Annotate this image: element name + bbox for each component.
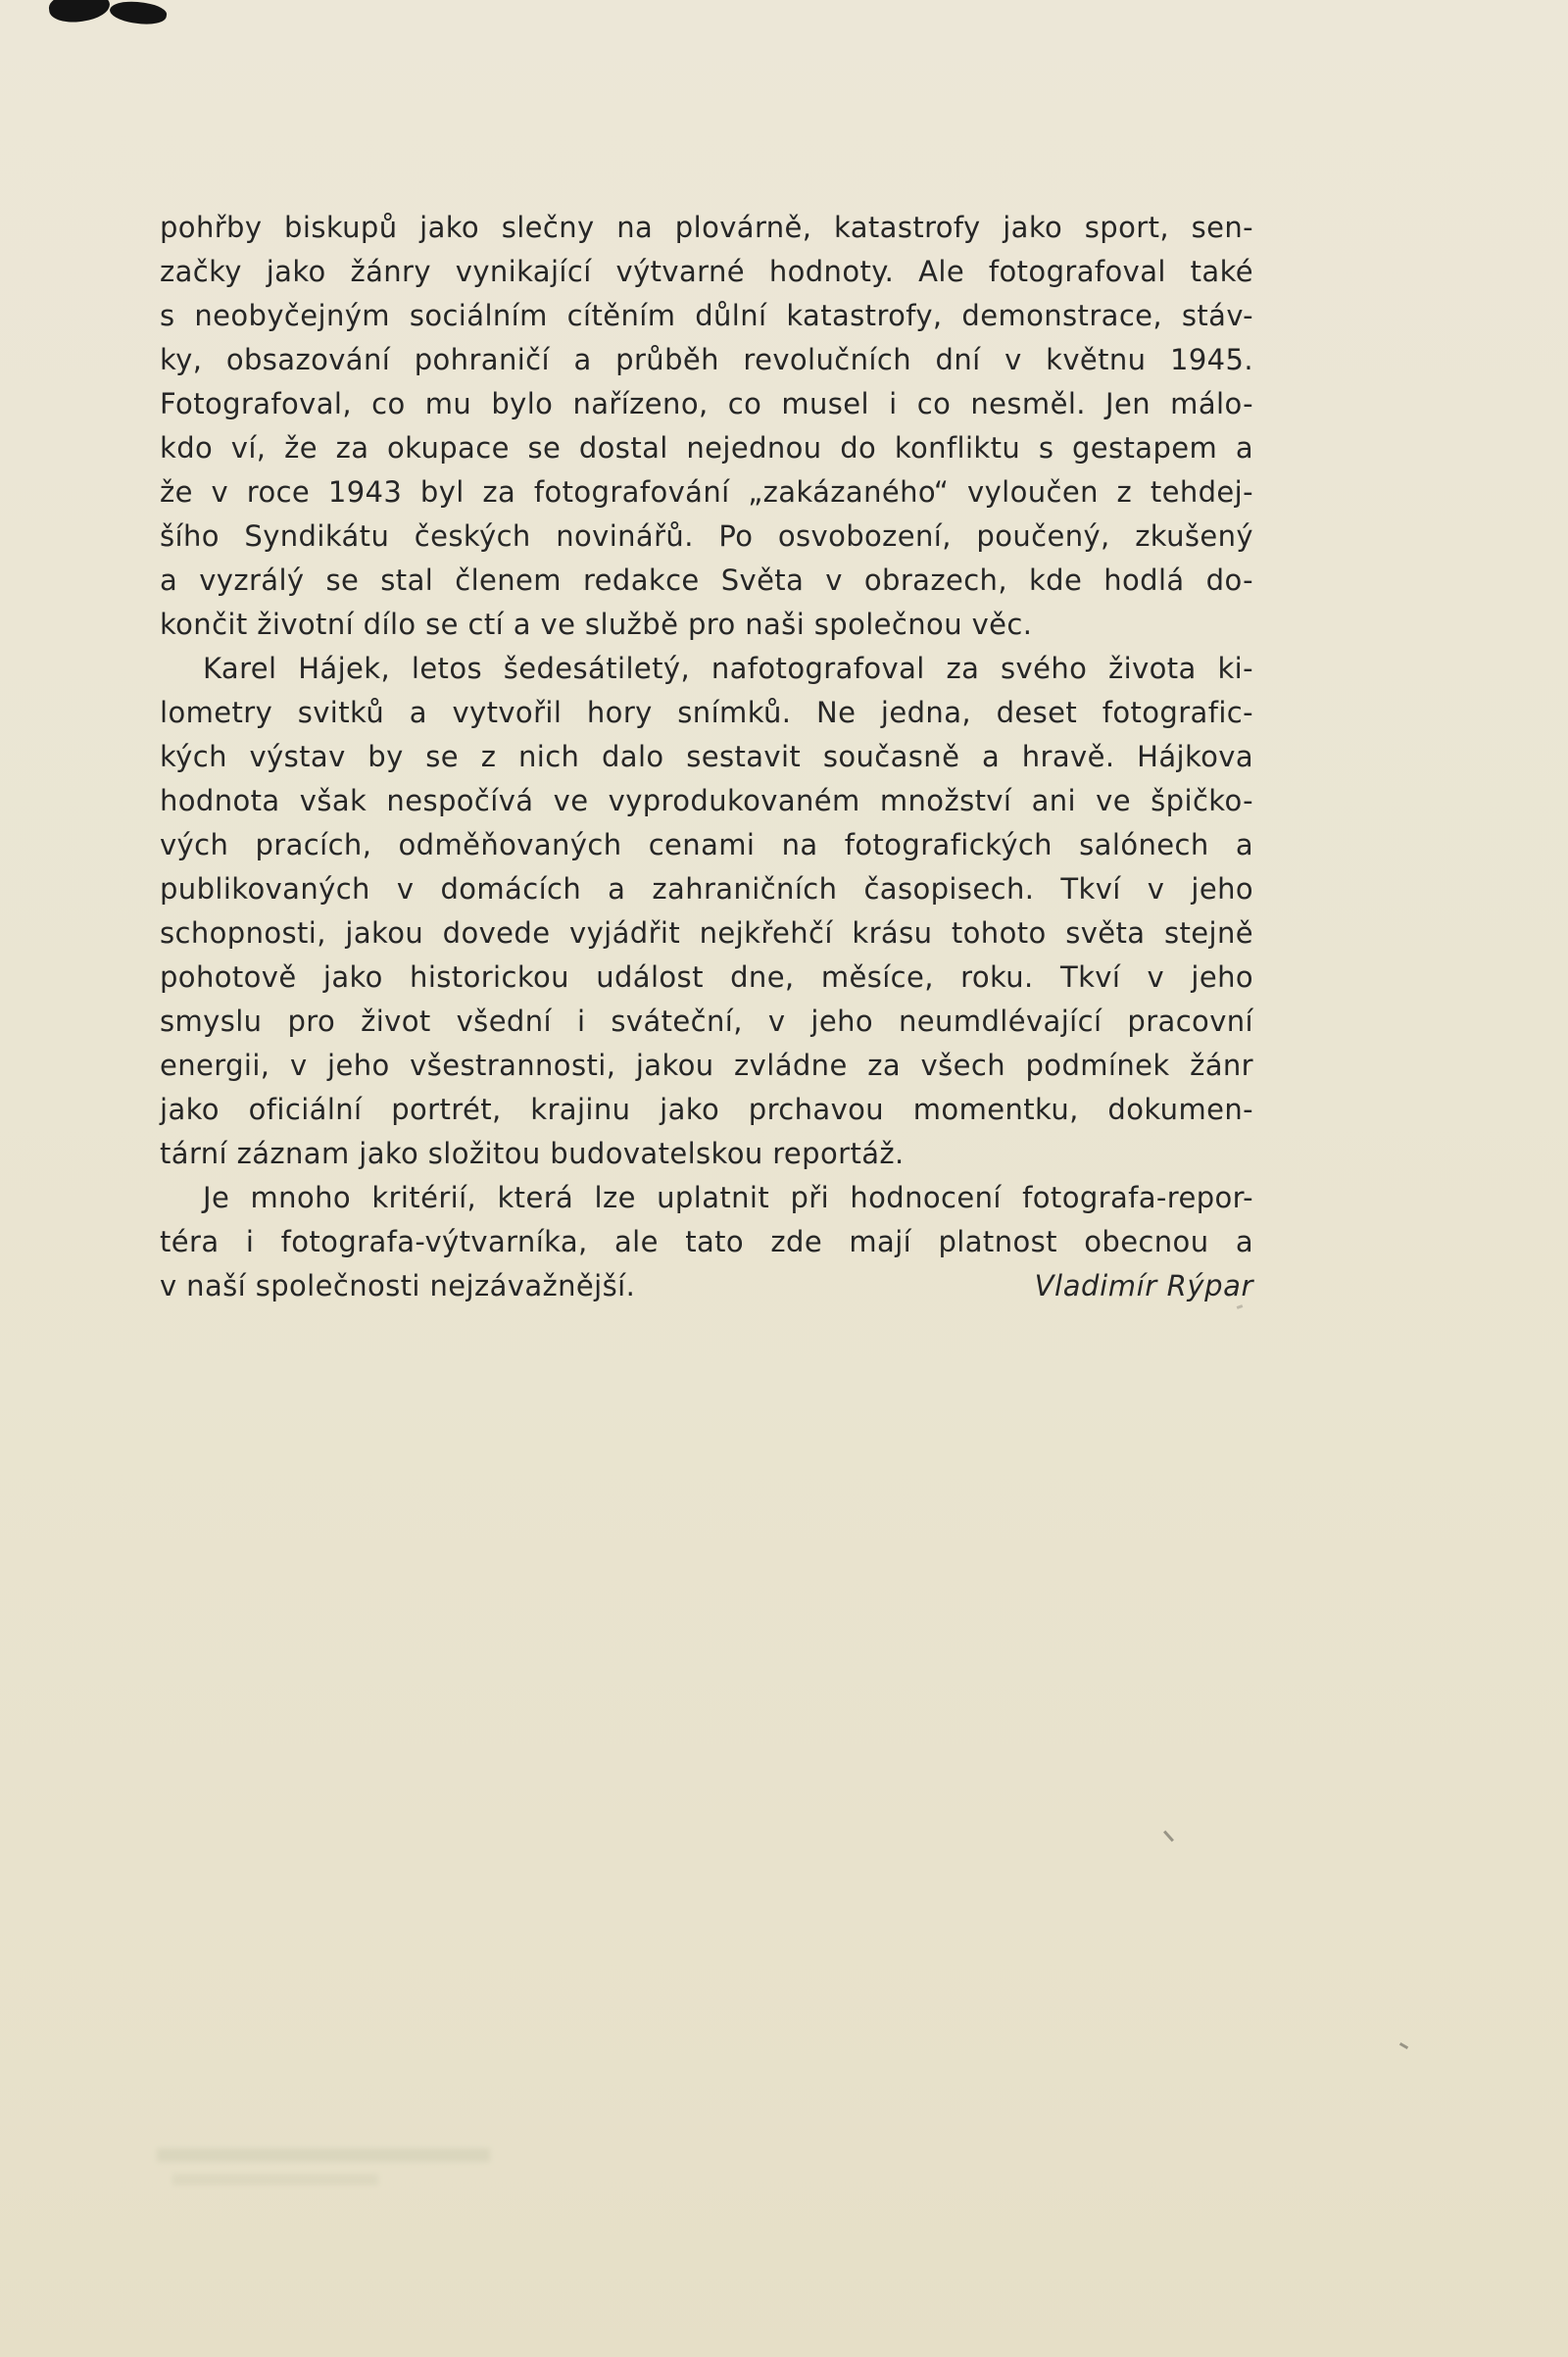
text-line: že v roce 1943 byl za fotografování „zakázaného“ vyloučen z tehdej- [160, 475, 1253, 509]
text-line: jako oficiální portrét, krajinu jako prchavou momentku, dokumen- [160, 1093, 1253, 1126]
text-line: smyslu pro život všední i sváteční, v jeho neumdlévající pracovní [160, 1005, 1253, 1038]
text-line [160, 1264, 1253, 1308]
dust-speck [1237, 1304, 1244, 1309]
text-line: publikovaných v domácích a zahraničních časopisech. Tkví v jeho [160, 872, 1253, 906]
text-line: tární záznam jako složitou budovatelskou reportáž. [160, 1137, 905, 1170]
dust-speck [1163, 1831, 1174, 1842]
text-line: Fotografoval, co mu bylo nařízeno, co musel i co nesměl. Jen málo- [160, 387, 1253, 420]
text-line: energii, v jeho všestrannosti, jakou zvládne za všech podmínek žánr [160, 1049, 1253, 1082]
text-line: kdo ví, že za okupace se dostal nejednou do konfliktu s gestapem a [160, 431, 1253, 465]
paragraph-3 [160, 1176, 1253, 1308]
closing-sentence: v naší společnosti nejzávažnější. [160, 1269, 636, 1302]
text-line: vých pracích, odměňovaných cenami na fotografických salónech a [160, 828, 1253, 861]
text-line: šího Syndikátu českých novinářů. Po osvobození, poučený, zkušený [160, 519, 1253, 553]
text-line: začky jako žánry vynikající výtvarné hodnoty. Ale fotografoval také [160, 255, 1253, 288]
dust-speck [1399, 2042, 1408, 2049]
text-line: hodnota však nespočívá ve vyprodukovaném množství ani ve špičko- [160, 784, 1253, 817]
author-signature: Vladimír Rýpar [1034, 1269, 1253, 1302]
paragraph-1 [160, 206, 1253, 647]
text-line: téra i fotografa-výtvarníka, ale tato zde mají platnost obecnou a [160, 1225, 1253, 1258]
show-through-ghost [157, 2148, 490, 2162]
scan-artifact [109, 0, 169, 27]
text-line: končit životní dílo se ctí a ve službě pro naši společnou věc. [160, 608, 1033, 641]
text-line: schopnosti, jakou dovede vyjádřit nejkřehčí krásu tohoto světa stejně [160, 916, 1253, 950]
text-line: pohotově jako historickou událost dne, měsíce, roku. Tkví v jeho [160, 960, 1253, 994]
paragraph-2 [160, 647, 1253, 1176]
text-line: Je mnoho kritérií, která lze uplatnit při hodnocení fotografa-repor- [203, 1181, 1253, 1214]
text-line: lometry svitků a vytvořil hory snímků. Ne jedna, deset fotografic- [160, 696, 1253, 729]
text-line: kých výstav by se z nich dalo sestavit současně a hravě. Hájkova [160, 740, 1253, 773]
text-line: pohřby biskupů jako slečny na plovárně, katastrofy jako sport, sen- [160, 211, 1253, 244]
show-through-ghost [172, 2174, 378, 2185]
text-line: s neobyčejným sociálním cítěním důlní katastrofy, demonstrace, stáv- [160, 299, 1253, 332]
text-line: ky, obsazování pohraničí a průběh revolučních dní v květnu 1945. [160, 343, 1253, 376]
scan-artifact [47, 0, 111, 25]
text-line: Karel Hájek, letos šedesátiletý, nafotografoval za svého života ki- [203, 652, 1253, 685]
page-text [160, 206, 1253, 1308]
text-line: a vyzrálý se stal členem redakce Světa v obrazech, kde hodlá do- [160, 564, 1253, 597]
